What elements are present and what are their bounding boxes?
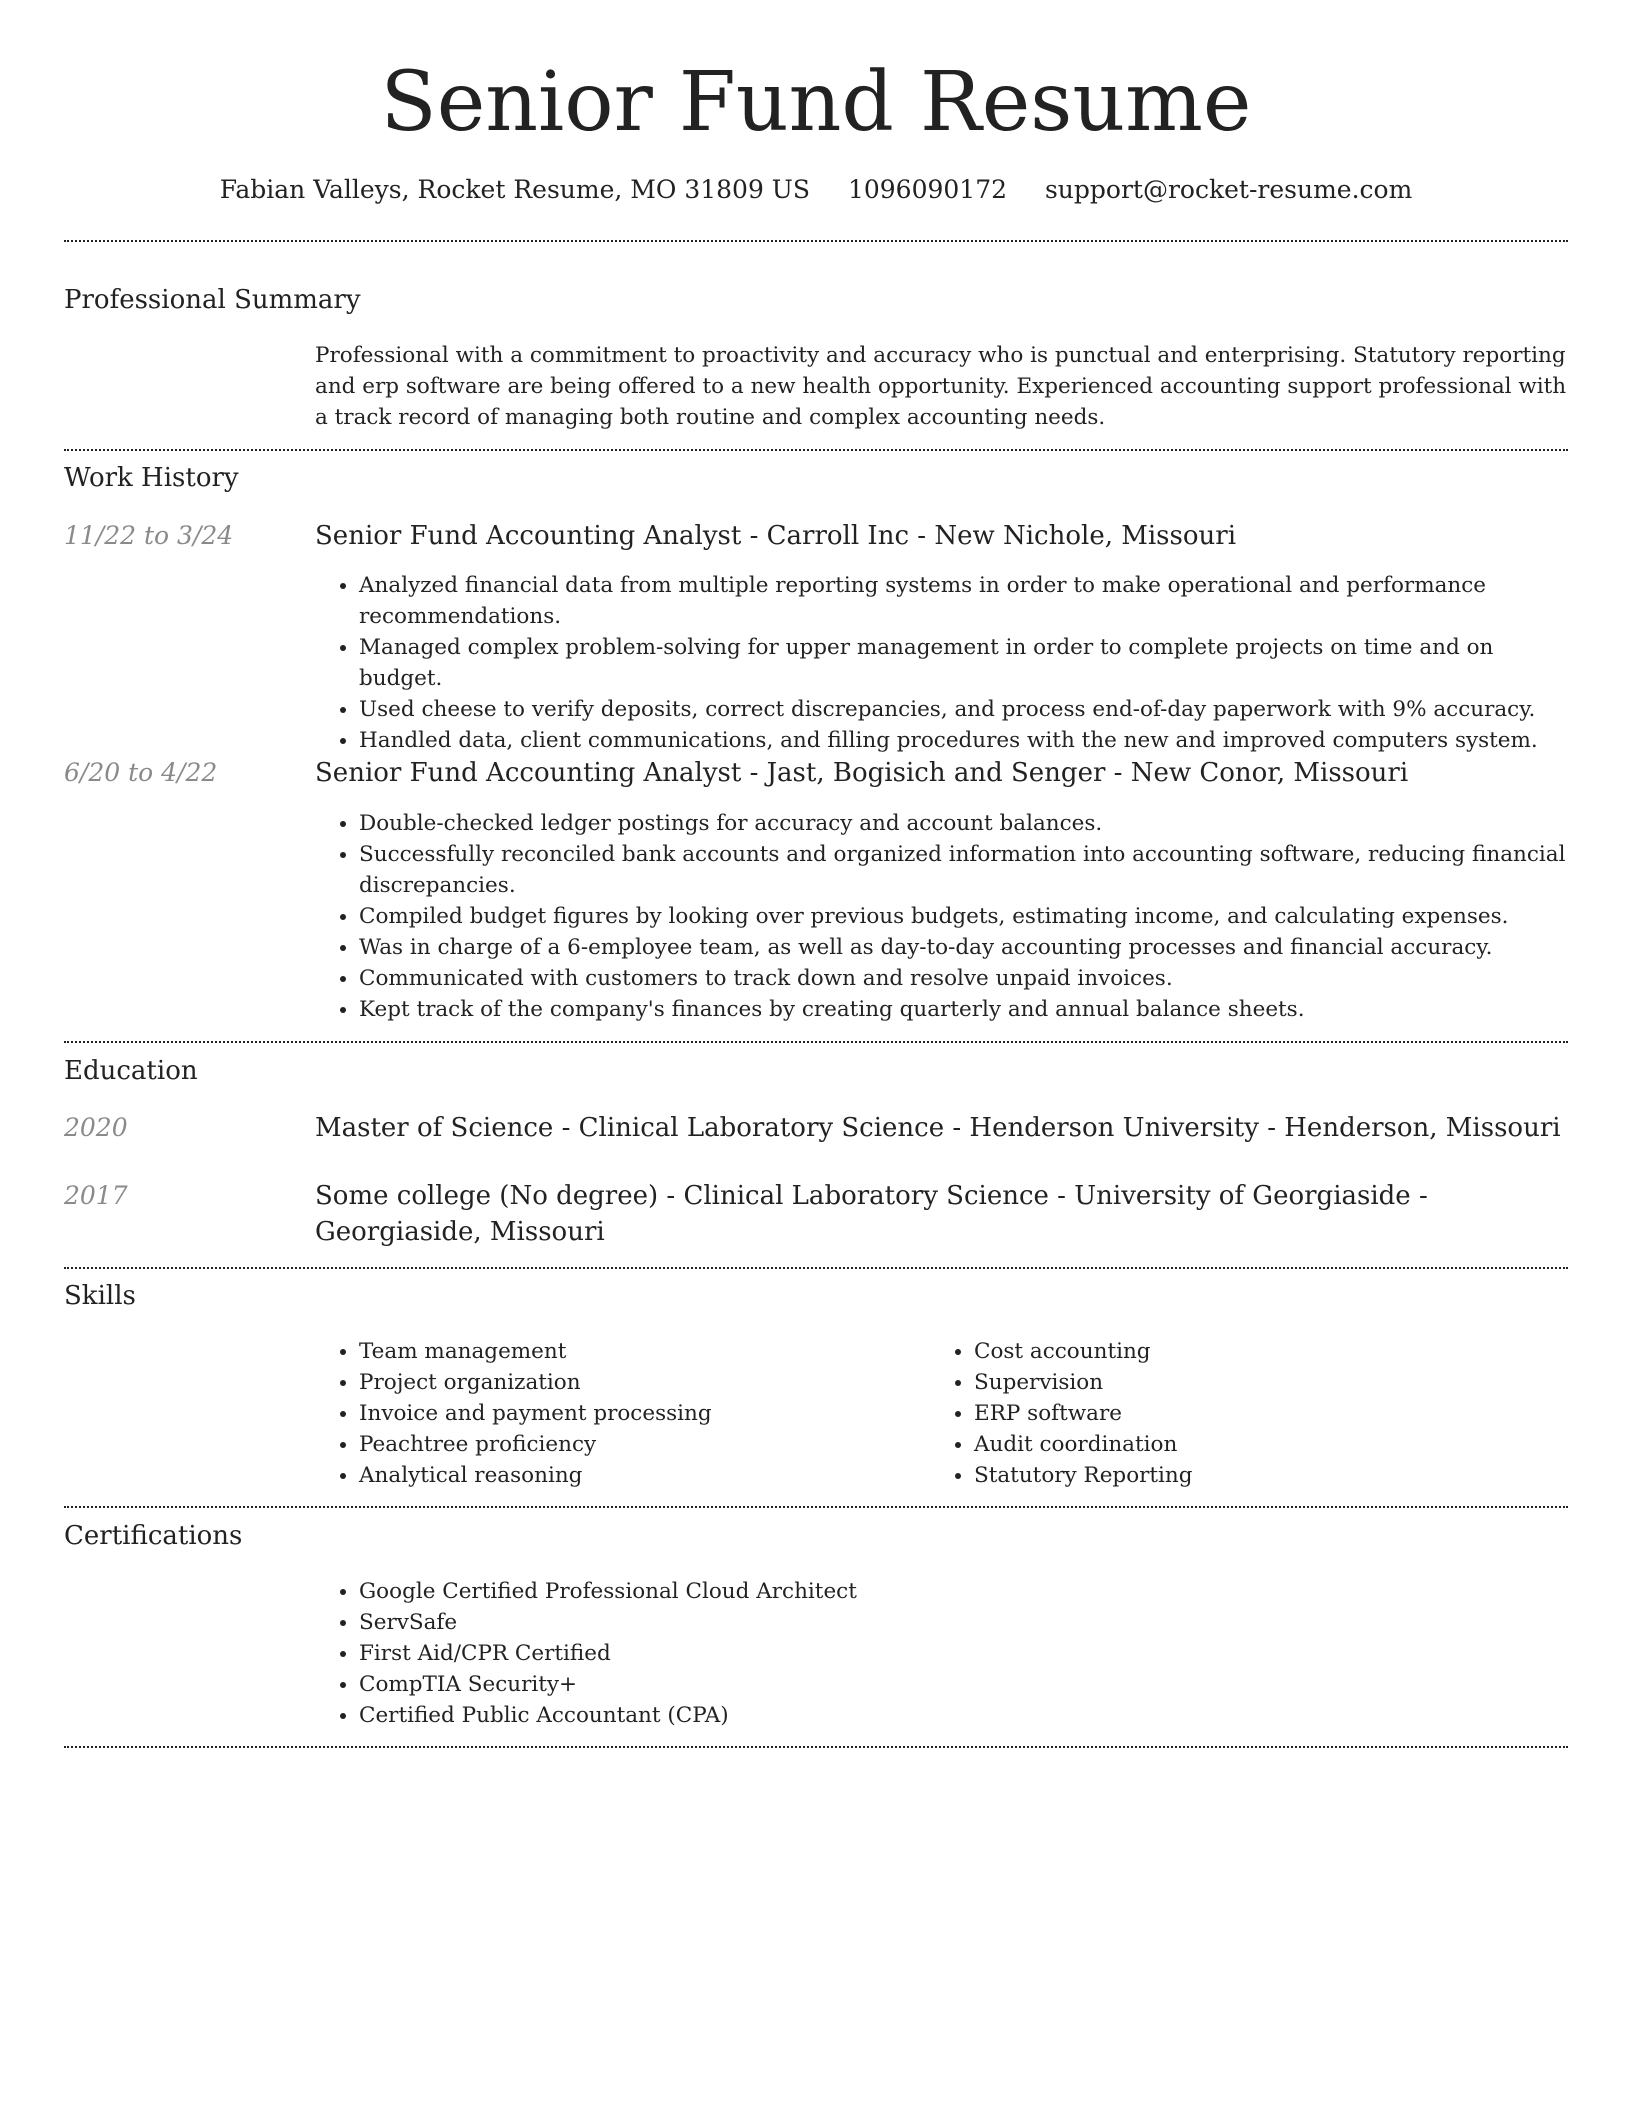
certification-item: • Google Certified Professional Cloud Architect	[359, 1576, 1568, 1607]
job-bullet: • Analyzed financial data from multiple reporting systems in order to make operational and performance recommendations.	[359, 570, 1568, 632]
job-bullet: • Communicated with customers to track down and resolve unpaid invoices.	[359, 963, 1568, 994]
section-divider	[64, 1267, 1568, 1269]
summary-text: Professional with a commitment to proactivity and accuracy who is punctual and enterprising. Statutory reporting and erp software are being offered to a new health opportunity. Experienced accounting support professional with a track record of managing both routine and complex accounting needs.	[315, 343, 1567, 430]
job-bullet: • Kept track of the company's finances by creating quarterly and annual balance sheets.	[359, 994, 1568, 1025]
section-divider	[64, 449, 1568, 451]
skill-item: • ERP software	[974, 1398, 1568, 1429]
section-divider	[64, 1506, 1568, 1508]
certifications-list	[315, 1576, 1568, 1731]
job-heading: Senior Fund Accounting Analyst - Carroll Inc - New Nichole, Missouri	[315, 521, 1237, 551]
job-bullet: • Double-checked ledger postings for accuracy and account balances.	[359, 808, 1568, 839]
section-divider	[64, 1746, 1568, 1748]
job-bullet: • Was in charge of a 6-employee team, as well as day-to-day accounting processes and financial accuracy.	[359, 932, 1568, 963]
job-bullet-list	[315, 808, 1568, 1025]
section-title-education: Education	[64, 1056, 198, 1086]
skill-item: • Audit coordination	[974, 1429, 1568, 1460]
skill-item: • Invoice and payment processing	[359, 1398, 930, 1429]
section-title-work-history: Work History	[64, 463, 239, 493]
job-bullet: • Used cheese to verify deposits, correct discrepancies, and process end-of-day paperwork with 9% accuracy.	[359, 694, 1568, 725]
section-title-certifications: Certifications	[64, 1521, 243, 1551]
section-title-summary: Professional Summary	[64, 285, 361, 315]
job-bullet-list	[315, 570, 1568, 756]
skill-item: • Analytical reasoning	[359, 1460, 930, 1491]
job-bullet: • Compiled budget figures by looking over previous budgets, estimating income, and calculating expenses.	[359, 901, 1568, 932]
job-dates: 6/20 to 4/22	[64, 758, 218, 787]
contact-email: support@rocket-resume.com	[1044, 175, 1413, 204]
contact-phone: 1096090172	[847, 175, 1008, 204]
certification-item: • ServSafe	[359, 1607, 1568, 1638]
skill-item: • Supervision	[974, 1367, 1568, 1398]
skill-item: • Project organization	[359, 1367, 930, 1398]
section-divider	[64, 1041, 1568, 1043]
job-bullet: • Successfully reconciled bank accounts and organized information into accounting software, reducing financial discrepancies.	[359, 839, 1568, 901]
skill-item: • Cost accounting	[974, 1336, 1568, 1367]
certification-item: • CompTIA Security+	[359, 1669, 1568, 1700]
skill-item: • Statutory Reporting	[974, 1460, 1568, 1491]
section-title-skills: Skills	[64, 1281, 136, 1311]
job-bullet: • Handled data, client communications, and filling procedures with the new and improved computers system.	[359, 725, 1568, 756]
certification-item: • Certified Public Accountant (CPA)	[359, 1700, 1568, 1731]
education-entry: Some college (No degree) - Clinical Laboratory Science - University of Georgiaside - Georgiaside, Missouri	[315, 1181, 1428, 1247]
job-heading: Senior Fund Accounting Analyst - Jast, Bogisich and Senger - New Conor, Missouri	[315, 758, 1409, 788]
contact-line	[0, 170, 1632, 210]
skill-item: • Team management	[359, 1336, 930, 1367]
job-bullet: • Managed complex problem-solving for upper management in order to complete projects on time and on budget.	[359, 632, 1568, 694]
resume-title: Senior Fund Resume	[380, 55, 1252, 150]
skills-list-right	[930, 1336, 1568, 1491]
skills-list-left	[315, 1336, 930, 1491]
education-entry: Master of Science - Clinical Laboratory Science - Henderson University - Henderson, Missouri	[315, 1113, 1561, 1143]
section-divider	[64, 240, 1568, 242]
certification-item: • First Aid/CPR Certified	[359, 1638, 1568, 1669]
skill-item: • Peachtree proficiency	[359, 1429, 930, 1460]
education-year: 2017	[64, 1181, 128, 1210]
job-dates: 11/22 to 3/24	[64, 521, 234, 550]
contact-address: Fabian Valleys, Rocket Resume, MO 31809 US	[219, 175, 810, 204]
education-year: 2020	[64, 1113, 128, 1142]
